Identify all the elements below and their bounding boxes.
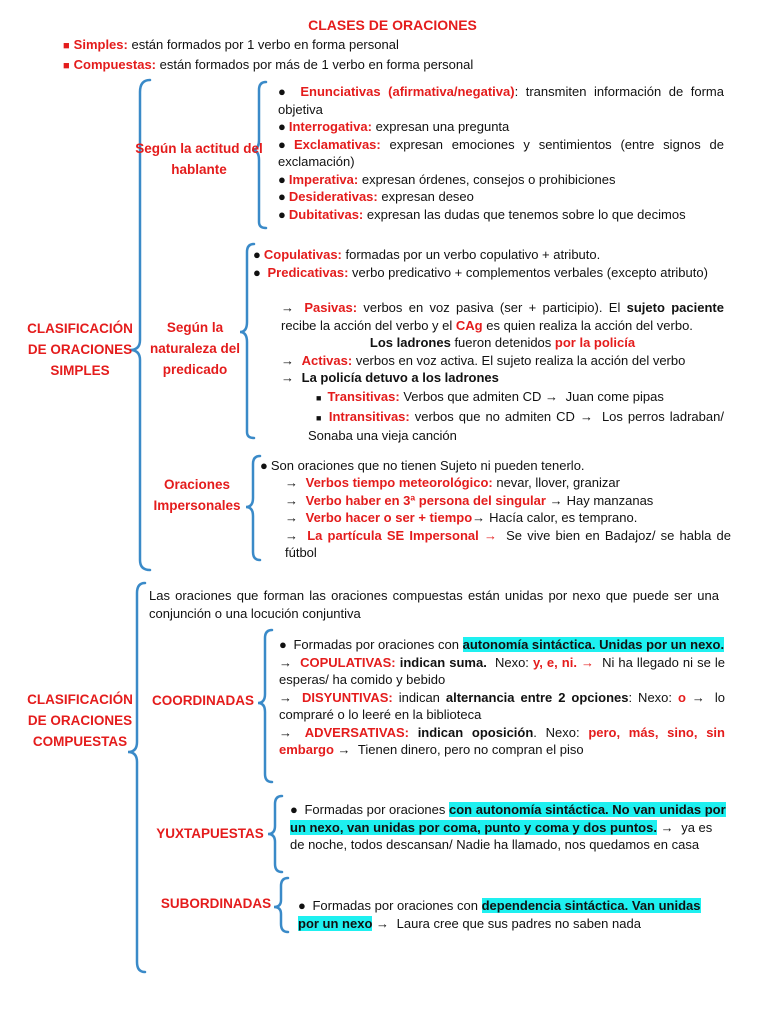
arrow-icon: →	[279, 689, 292, 705]
item-term: Verbo hacer o ser + tiempo	[305, 510, 473, 525]
item-example: ya es de noche, todos descansan/ Nadie ha llamado, nos quedamos en casa	[290, 819, 713, 852]
item-text: . Nexo:	[533, 724, 580, 740]
square-icon: ■	[63, 59, 70, 72]
item-highlight: dependencia sintáctica. Van unidas por un nexo	[298, 898, 701, 931]
item-example: Los perros ladraban/ Sonaba una vieja canción	[308, 408, 724, 443]
item-example: Ni ha llegado ni se le esperas/ ha comido y bebido	[279, 654, 725, 687]
brace-coordinadas	[258, 630, 272, 782]
arrow-icon: →	[285, 475, 298, 490]
item-term: Pasivas:	[304, 300, 358, 315]
subordinadas-block	[298, 897, 722, 932]
yuxtapuestas-block	[290, 801, 730, 854]
item-text: Verbos que admiten CD	[403, 389, 542, 404]
bullet-icon: ●	[278, 136, 292, 152]
list-item	[308, 408, 724, 445]
item-bold: sujeto paciente	[626, 300, 724, 315]
intro-label: Simples:	[73, 37, 128, 52]
list-item	[308, 388, 724, 408]
bullet-icon: ●	[260, 458, 268, 473]
arrow-icon: →	[337, 742, 351, 757]
bullet-icon: ●	[298, 898, 306, 913]
item-nexo: y, e, ni.	[532, 654, 577, 670]
list-item	[281, 352, 724, 370]
item-text: : Nexo:	[628, 689, 673, 705]
arrow-icon: →	[279, 654, 292, 670]
item-term: Exclamativas:	[294, 136, 381, 152]
list-item	[279, 724, 725, 759]
item-example: Tienen dinero, pero no compran el piso	[357, 742, 584, 757]
label-simples: CLASIFICACIÓN DE ORACIONES SIMPLES	[27, 321, 133, 378]
bullet-icon: ●	[253, 264, 261, 280]
item-term: Interrogativa:	[288, 119, 372, 134]
item-text: expresan las dudas que tenemos sobre lo que decimos	[366, 206, 686, 222]
item-text: expresan una pregunta	[375, 119, 510, 134]
arrow-icon: →	[281, 300, 294, 315]
example-text: La policía detuvo a los ladrones	[301, 370, 499, 385]
item-term: Transitivas:	[327, 389, 400, 404]
item-term: DISYUNTIVAS:	[301, 689, 393, 705]
item-text: verbos en voz pasiva (ser + participio). El	[363, 300, 621, 315]
list-item	[278, 188, 724, 206]
arrow-icon: →	[691, 689, 705, 705]
item-text: nevar, llover, granizar	[496, 475, 620, 490]
example-activa	[281, 369, 724, 387]
arrow-icon: →	[660, 819, 674, 835]
bullet-icon: ●	[278, 206, 286, 222]
square-icon: ■	[63, 40, 70, 52]
item-term: Copulativas:	[263, 247, 342, 262]
pasivas-block	[281, 299, 724, 387]
item-bold: indican oposición	[417, 724, 534, 740]
item-highlight: con autonomía sintáctica. No van unidas por un nexo, van unidas por coma, punto y coma y dos puntos.	[290, 802, 726, 835]
arrow-icon: →	[581, 654, 595, 670]
item-term: La partícula SE Impersonal	[307, 527, 479, 543]
brace-subordinadas	[274, 878, 288, 932]
item-term: COPULATIVAS:	[300, 654, 396, 670]
item-term: ADVERSATIVAS:	[304, 724, 409, 740]
brace-impersonales	[246, 456, 260, 560]
item-text: es quien realiza la acción del verbo.	[486, 317, 693, 333]
arrow-icon: →	[544, 389, 558, 404]
list-item	[285, 527, 731, 562]
intro-label: Compuestas:	[73, 56, 157, 72]
item-text: verbo predicativo + complementos verbales (excepto atributo)	[352, 264, 708, 280]
arrow-icon: →	[483, 527, 497, 543]
item-text: recibe la acción del verbo y el	[281, 317, 453, 333]
list-item	[278, 83, 724, 118]
item-example: lo compraré o lo leeré en la biblioteca	[279, 689, 725, 722]
item-term: Imperativa:	[288, 171, 359, 187]
item-text: verbos que no admiten CD	[414, 408, 575, 424]
item-bold: alternancia entre 2 opciones	[445, 689, 629, 705]
list-item	[278, 118, 724, 136]
arrow-icon: →	[549, 492, 563, 508]
item-text: formadas por un verbo copulativo + atributo.	[345, 247, 601, 262]
bullet-icon: ●	[253, 247, 261, 262]
example-subject: Los ladrones	[369, 335, 451, 350]
item-term: Desiderativas:	[288, 189, 378, 204]
arrow-icon: →	[279, 724, 292, 740]
example-agent: por la policía	[554, 335, 636, 350]
list-item	[285, 509, 731, 527]
bullet-icon: ●	[278, 119, 286, 134]
item-text: Formadas por oraciones con	[312, 898, 478, 913]
arrow-icon: →	[285, 510, 298, 525]
label-coordinadas: COORDINADAS	[151, 693, 254, 708]
list-item	[285, 492, 731, 510]
arrow-icon: →	[579, 408, 593, 424]
label-impersonales: Oraciones Impersonales	[153, 477, 241, 513]
item-term: CAg	[455, 317, 483, 333]
impersonales-items	[285, 474, 731, 562]
list-item	[279, 689, 725, 724]
bullet-icon: ●	[278, 171, 286, 187]
item-term: Verbos tiempo meteorológico:	[305, 475, 493, 490]
arrow-icon: →	[285, 527, 298, 543]
list-item	[278, 136, 724, 171]
item-text: Hacía calor, es temprano.	[489, 510, 638, 525]
item-term: Verbo haber en 3ª persona del singular	[305, 492, 546, 508]
label-subordinadas: SUBORDINADAS	[160, 896, 272, 911]
item-term: Enunciativas (afirmativa/negativa)	[300, 84, 515, 99]
example-pasiva	[281, 334, 724, 352]
compuestas-intro: Las oraciones que forman las oraciones compuestas están unidas por nexo que puede ser una conjunción o una locución conjuntiva	[149, 588, 719, 621]
bullet-icon: ●	[290, 802, 298, 817]
item-text: Se vive bien en Badajoz/ se habla de fútbol	[285, 527, 731, 560]
list-item	[290, 801, 730, 854]
intro-text: están formados por 1 verbo en forma personal	[131, 37, 399, 52]
item-text: expresan emociones y sentimientos (entre signos de exclamación)	[278, 136, 724, 169]
arrow-icon: →	[281, 352, 294, 368]
item-text: : transmiten información de forma objetiva	[278, 84, 724, 117]
label-compuestas: CLASIFICACIÓN DE ORACIONES COMPUESTAS	[27, 692, 133, 749]
bullet-icon: ●	[278, 84, 290, 99]
list-item	[285, 474, 731, 492]
list-item	[281, 299, 724, 334]
item-term: Activas:	[301, 352, 353, 368]
item-text: Formadas por oraciones	[304, 802, 446, 817]
list-item	[278, 171, 724, 189]
item-text: indican	[398, 689, 440, 705]
item-example: Juan come pipas	[565, 389, 664, 404]
impersonales-list	[260, 457, 726, 475]
item-bold: indican suma.	[399, 654, 487, 670]
item-term: Predicativas:	[267, 264, 349, 280]
transitividad-block	[308, 388, 724, 445]
item-highlight: autonomía sintáctica. Unidas por un nexo.	[462, 637, 725, 652]
arrow-icon: →	[472, 510, 486, 525]
item-nexo: o	[677, 689, 686, 705]
brace-yuxtapuestas	[268, 796, 282, 872]
square-bullet-icon: ■	[316, 412, 323, 423]
square-bullet-icon: ■	[316, 393, 322, 403]
item-text: Hay manzanas	[566, 492, 654, 508]
list-item	[253, 246, 726, 264]
arrow-icon: →	[285, 492, 298, 508]
list-item	[260, 457, 726, 475]
brace-compuestas	[128, 583, 145, 972]
item-text: expresan deseo	[381, 189, 474, 204]
list-item	[253, 264, 726, 282]
arrow-icon: →	[281, 370, 294, 385]
item-text: Nexo:	[494, 654, 529, 670]
arrow-icon: →	[376, 915, 390, 931]
item-text: verbos en voz activa. El sujeto realiza la acción del verbo	[355, 352, 686, 368]
label-yuxtapuestas: YUXTAPUESTAS	[156, 826, 264, 841]
item-text: Son oraciones que no tienen Sujeto ni pueden tenerlo.	[270, 458, 585, 473]
item-term: Dubitativas:	[288, 206, 364, 222]
page-title: CLASES DE ORACIONES	[308, 17, 477, 33]
label-actitud: Según la actitud del hablante	[135, 141, 263, 177]
example-verb: fueron detenidos	[454, 335, 552, 350]
list-item	[278, 206, 724, 224]
list-item	[279, 636, 725, 654]
item-nexo: pero, más, sino, sin embargo	[279, 724, 725, 757]
label-naturaleza: Según la naturaleza del predicado	[149, 320, 241, 377]
item-text: Formadas por oraciones con	[293, 637, 459, 652]
list-item	[298, 897, 722, 932]
intro-text: están formados por más de 1 verbo en forma personal	[159, 56, 474, 72]
bullet-icon: ●	[279, 637, 287, 652]
item-term: Intransitivas:	[328, 408, 410, 424]
list-item	[279, 654, 725, 689]
actitud-list	[278, 83, 724, 223]
coordinadas-list	[279, 636, 725, 759]
item-example: Laura cree que sus padres no saben nada	[396, 915, 641, 931]
item-text: expresan órdenes, consejos o prohibiciones	[361, 171, 616, 187]
bullet-icon: ●	[278, 189, 286, 204]
naturaleza-list	[253, 246, 726, 281]
